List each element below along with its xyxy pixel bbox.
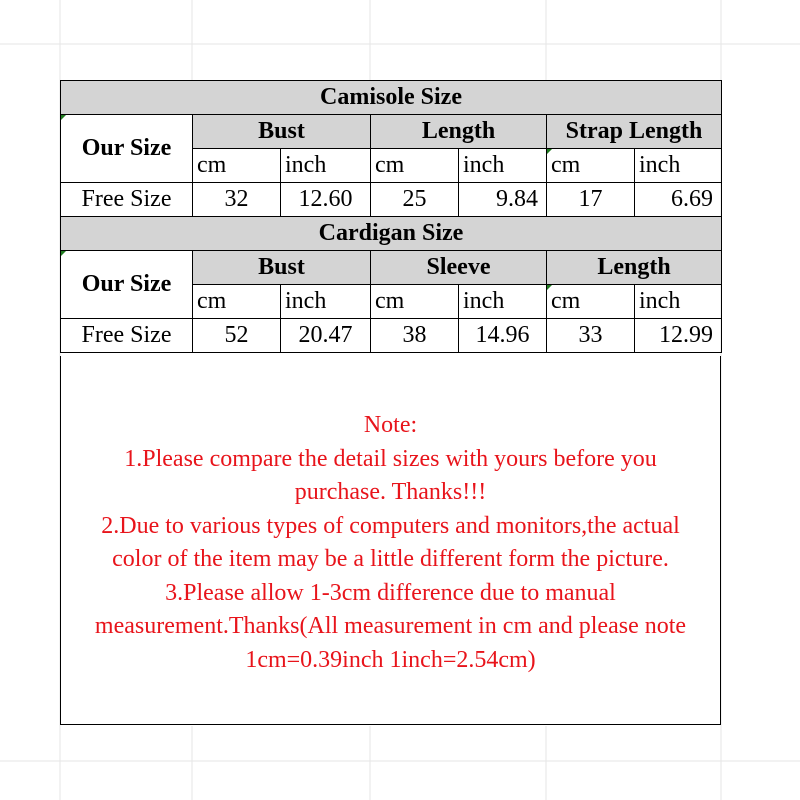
camisole-unit-cell: inch [635,149,722,183]
note-line: purchase. Thanks!!! [294,479,487,505]
camisole-our-size-label: Our Size [61,115,193,183]
cardigan-value-cell: 14.96 [459,319,547,353]
cardigan-value-cell: 52 [193,319,281,353]
cardigan-value-cell: 38 [371,319,459,353]
note-line: measurement.Thanks(All measurement in cm and please note [94,613,687,639]
camisole-unit-cell: cm [193,149,281,183]
cardigan-unit-cell: inch [635,285,722,319]
camisole-group-row [61,115,722,149]
cardigan-unit-cell: cm [547,285,635,319]
camisole-data-row [61,183,722,217]
cardigan-group-bust: Bust [193,251,371,285]
note-heading: Note: [363,412,418,438]
note-text [61,409,720,677]
cardigan-value-cell: 20.47 [281,319,371,353]
camisole-unit-cell: inch [459,149,547,183]
camisole-value-cell: 9.84 [459,183,547,217]
cardigan-title-row [61,217,722,251]
cardigan-value-cell: 33 [547,319,635,353]
camisole-group-bust: Bust [193,115,371,149]
note-line: 3.Please allow 1-3cm difference due to manual [165,579,616,606]
camisole-group-length: Length [371,115,547,149]
note-line: 1.Please compare the detail sizes with yours before you [124,445,657,472]
cardigan-our-size-label: Our Size [61,251,193,319]
camisole-group-strap-length: Strap Length [547,115,722,149]
camisole-value-cell: 12.60 [281,183,371,217]
camisole-title-row [61,81,722,115]
note-line: 1cm=0.39inch 1inch=2.54cm) [245,646,536,673]
camisole-row-label: Free Size [61,183,193,217]
cardigan-unit-cell: inch [459,285,547,319]
cardigan-group-row [61,251,722,285]
cardigan-unit-cell: cm [371,285,459,319]
cardigan-group-sleeve: Sleeve [371,251,547,285]
camisole-value-cell: 25 [371,183,459,217]
note-line: color of the item may be a little different form the picture. [112,546,669,572]
note-box [60,356,721,725]
cardigan-row-label: Free Size [61,319,193,353]
cardigan-group-length: Length [547,251,722,285]
camisole-unit-cell: cm [371,149,459,183]
camisole-value-cell: 6.69 [635,183,722,217]
camisole-unit-cell: cm [547,149,635,183]
camisole-unit-cell: inch [281,149,371,183]
note-line: 2.Due to various types of computers and monitors,the actual [101,512,680,539]
size-chart-table [60,80,722,353]
camisole-title: Camisole Size [61,81,722,115]
cardigan-unit-cell: cm [193,285,281,319]
cardigan-value-cell: 12.99 [635,319,722,353]
camisole-value-cell: 17 [547,183,635,217]
cardigan-unit-cell: inch [281,285,371,319]
cardigan-data-row [61,319,722,353]
cardigan-title: Cardigan Size [61,217,722,251]
camisole-value-cell: 32 [193,183,281,217]
